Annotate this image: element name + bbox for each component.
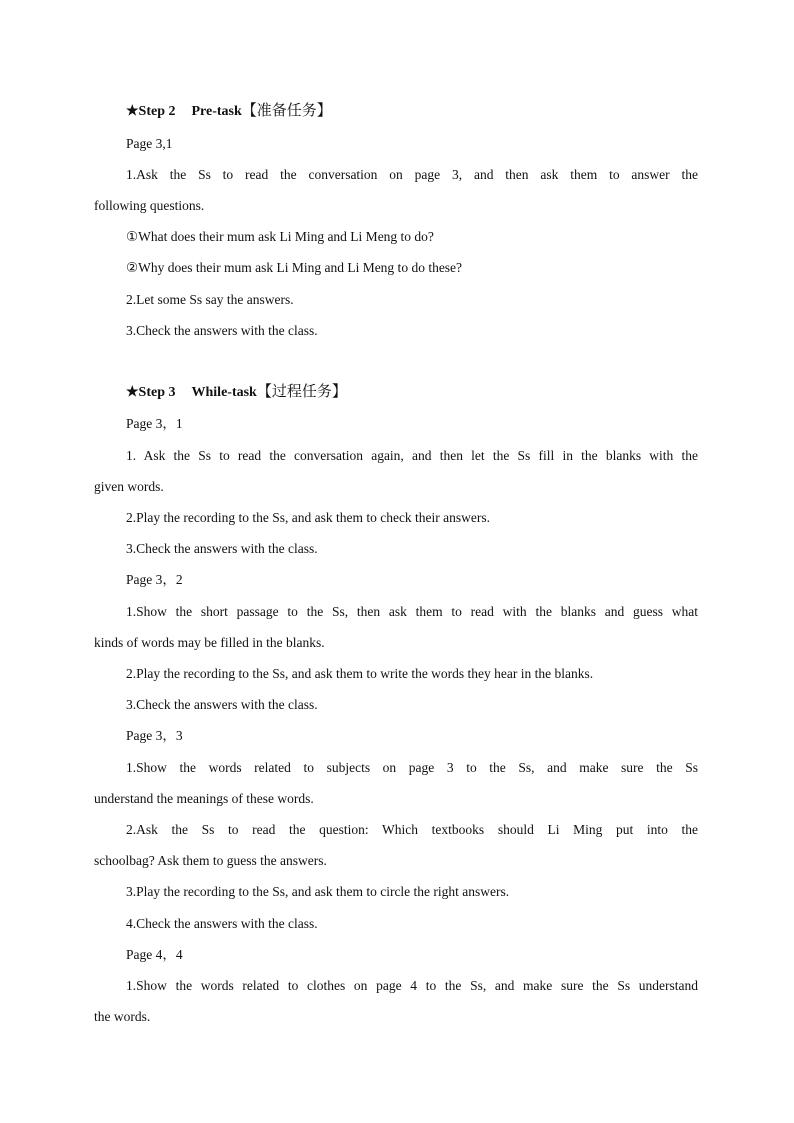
section-3-page-ref: Page 3，3 xyxy=(126,728,183,743)
section-3-item-3: 3.Play the recording to the Ss, and ask them to circle the right answers. xyxy=(126,884,510,899)
step2-heading xyxy=(0,96,794,127)
step2-phase: Pre-task xyxy=(191,104,242,119)
section-3-item-2-line2: schoolbag? Ask them to guess the answers. xyxy=(94,853,327,868)
section-2-item-1-line1: 1.Show the short passage to the Ss, then ask them to read with the blanks and guess what xyxy=(126,604,698,619)
section-4-page-ref: Page 4，4 xyxy=(126,947,183,962)
step2-question-2: ②Why does their mum ask Li Ming and Li Meng to do these? xyxy=(126,260,463,275)
section-1-item-2: 2.Play the recording to the Ss, and ask them to check their answers. xyxy=(126,510,491,525)
section-1-item-1-line2: given words. xyxy=(94,479,164,494)
section-2-item-3: 3.Check the answers with the class. xyxy=(126,697,318,712)
step3-phase: While-task xyxy=(191,385,257,400)
step2-item-3: 3.Check the answers with the class. xyxy=(126,323,318,338)
step3-phase-cn: 【过程任务】 xyxy=(256,384,347,400)
step2-star-label: ★Step 2 xyxy=(126,104,176,119)
section-3-item-1-line1: 1.Show the words related to subjects on page 3 to the Ss, and make sure the Ss xyxy=(126,760,698,775)
section-3-item-2-line1: 2.Ask the Ss to read the question: Which textbooks should Li Ming put into the xyxy=(126,822,698,837)
section-3-item-4: 4.Check the answers with the class. xyxy=(126,916,318,931)
section-2-page-ref: Page 3，2 xyxy=(126,572,183,587)
section-3-item-1-line2: understand the meanings of these words. xyxy=(94,791,314,806)
step2-question-1: ①What does their mum ask Li Ming and Li Meng to do? xyxy=(126,229,434,244)
section-1-page-ref: Page 3，1 xyxy=(126,416,183,431)
section-2-item-2: 2.Play the recording to the Ss, and ask them to write the words they hear in the blanks. xyxy=(126,666,594,681)
step2-item-1-line2: following questions. xyxy=(94,198,205,213)
section-2-item-1-line2: kinds of words may be filled in the blanks. xyxy=(94,635,325,650)
section-1-item-1-line1: 1. Ask the Ss to read the conversation again, and then let the Ss fill in the blanks with the xyxy=(126,448,698,463)
section-4-item-1-line2: the words. xyxy=(94,1009,151,1024)
step3-heading xyxy=(0,377,794,408)
step2-page-ref: Page 3,1 xyxy=(126,136,173,151)
section-4-item-1-line1: 1.Show the words related to clothes on page 4 to the Ss, and make sure the Ss understand xyxy=(126,978,698,993)
step2-item-2: 2.Let some Ss say the answers. xyxy=(126,292,294,307)
step2-phase-cn: 【准备任务】 xyxy=(241,103,332,119)
step2-item-1-line1: 1.Ask the Ss to read the conversation on page 3, and then ask them to answer the xyxy=(126,167,698,182)
step3-star-label: ★Step 3 xyxy=(126,385,176,400)
section-1-item-3: 3.Check the answers with the class. xyxy=(126,541,318,556)
